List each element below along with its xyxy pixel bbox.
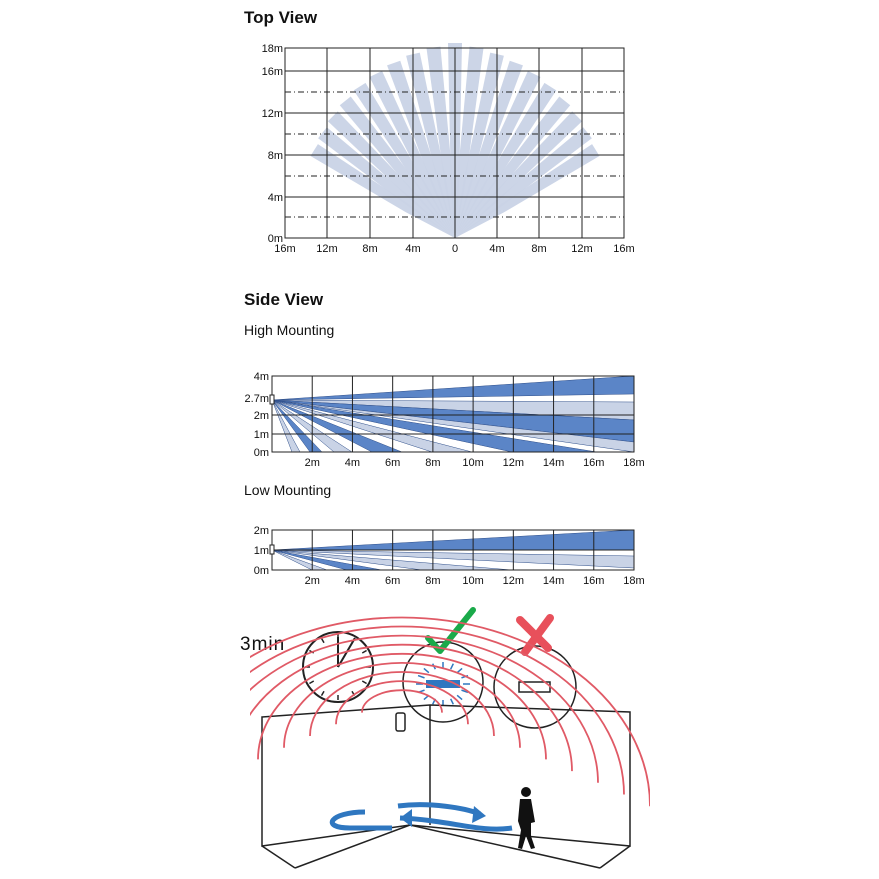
top-y-tick: 12m: [261, 108, 283, 120]
high-mounting-chart: [236, 366, 656, 474]
top-y-tick: 18m: [261, 43, 283, 55]
hm-x-tick: 6m: [385, 457, 401, 469]
hm-x-tick: 2m: [304, 457, 320, 469]
person-icon: [518, 787, 535, 849]
lm-x-tick: 2m: [304, 575, 320, 587]
hm-y-tick: 2m: [253, 410, 269, 422]
lm-x-tick: 16m: [583, 575, 605, 587]
hm-beam: [272, 376, 634, 400]
lm-x-tick: 6m: [385, 575, 401, 587]
lm-beam: [272, 530, 634, 550]
lm-y-tick: 1m: [253, 545, 269, 557]
top-x-tick: 16m: [613, 243, 635, 255]
room-outline: [262, 705, 630, 868]
lm-x-tick: 12m: [502, 575, 525, 587]
occupancy-illustration: [250, 600, 650, 870]
top-x-tick: 12m: [571, 243, 593, 255]
lm-sensor: [270, 545, 274, 554]
lm-y-tick: 2m: [253, 525, 269, 537]
hm-x-tick: 18m: [623, 457, 645, 469]
hm-y-tick: 1m: [253, 429, 269, 441]
side-view-title: Side View: [244, 290, 324, 309]
top-x-tick: 4m: [489, 243, 505, 255]
top-view-chart: [240, 36, 640, 258]
high-mounting-beams: [272, 376, 634, 452]
lm-y-tick: 0m: [253, 565, 269, 577]
top-y-tick: 4m: [267, 192, 283, 204]
lm-x-tick: 4m: [344, 575, 361, 587]
timer-label: 3min: [240, 634, 286, 655]
hm-x-tick: 4m: [344, 457, 361, 469]
hm-y-tick: 4m: [253, 371, 269, 383]
low-mounting-label: Low Mounting: [244, 482, 332, 498]
hm-x-tick: 8m: [425, 457, 441, 469]
lm-x-tick: 10m: [462, 575, 484, 587]
top-x-tick: 4m: [405, 243, 421, 255]
top-y-tick: 8m: [267, 150, 283, 162]
hm-x-tick: 12m: [502, 457, 525, 469]
top-x-tick: 8m: [531, 243, 547, 255]
hm-sensor: [270, 395, 274, 404]
top-x-tick: 12m: [316, 243, 338, 255]
top-view-title: Top View: [244, 8, 318, 27]
hm-x-tick: 16m: [583, 457, 605, 469]
top-y-tick: 0m: [267, 233, 283, 245]
top-x-tick: 0: [451, 243, 459, 255]
top-x-tick: 16m: [274, 243, 296, 255]
top-y-tick: 16m: [261, 66, 283, 78]
high-mounting-label: High Mounting: [244, 322, 335, 338]
hm-y-tick: 2.7m: [244, 393, 269, 405]
lm-x-tick: 14m: [542, 575, 565, 587]
hm-x-tick: 10m: [462, 457, 484, 469]
hm-x-tick: 14m: [542, 457, 565, 469]
lm-x-tick: 18m: [623, 575, 645, 587]
ceiling-sensor: [396, 713, 405, 731]
top-x-tick: 8m: [362, 243, 378, 255]
lm-x-tick: 8m: [425, 575, 441, 587]
low-mounting-chart: [236, 520, 656, 592]
hm-y-tick: 0m: [253, 447, 269, 459]
